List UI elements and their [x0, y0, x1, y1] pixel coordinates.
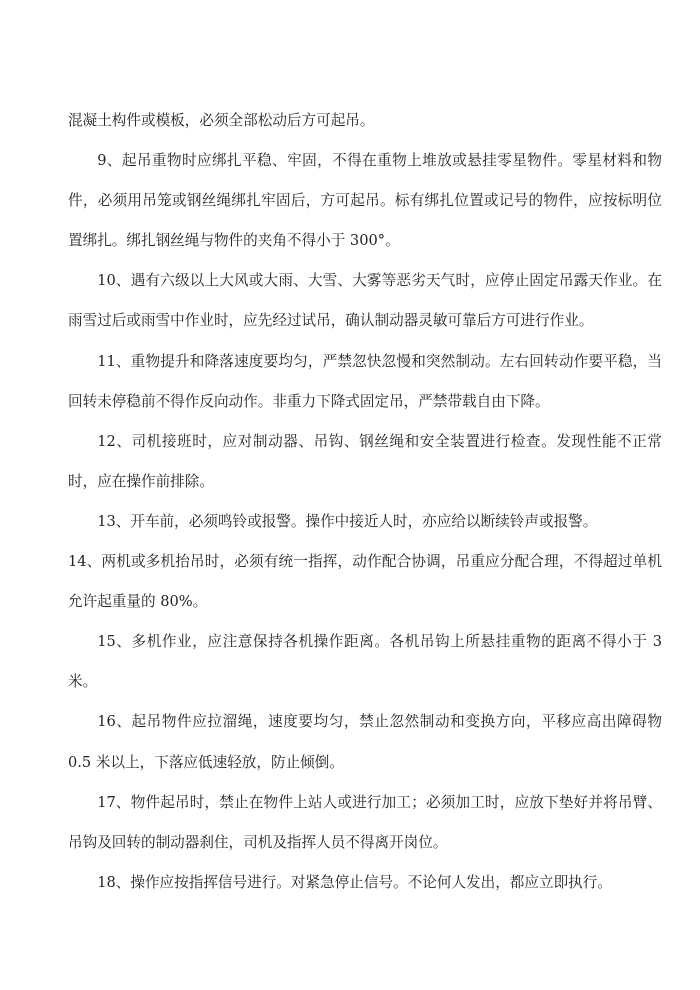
paragraph-13: 13、开车前，必须鸣铃或报警。操作中接近人时，亦应给以断续铃声或报警。 — [97, 512, 598, 530]
paragraph-15: 15、多机作业，应注意保持各机操作距离。各机吊钩上所悬挂重物的距离不得小于 3 米。 — [68, 633, 662, 691]
paragraph-14: 14、两机或多机抬吊时，必须有统一指挥，动作配合协调，吊重应分配合理，不得超过单机允许起重量的 80%。 — [68, 553, 662, 611]
paragraph-16: 16、起吊物件应拉溜绳，速度要均匀，禁止忽然制动和变换方向，平移应高出障碍物 0.5 米以上，下落应低速轻放，防止倾倒。 — [68, 713, 662, 771]
paragraph-17: 17、物件起吊时，禁止在物件上站人或进行加工；必须加工时，应放下垫好并将吊臂、吊钩及回转的制动器刹住，司机及指挥人员不得离开岗位。 — [68, 793, 662, 851]
paragraph-9: 9、起吊重物时应绑扎平稳、牢固，不得在重物上堆放或悬挂零星物件。零星材料和物件，必须用吊笼或钢丝绳绑扎牢固后，方可起吊。标有绑扎位置或记号的物件，应按标明位置绑扎。绑扎钢丝绳与物件的夹角不得小于 300°。 — [68, 152, 662, 250]
paragraph-18: 18、操作应按指挥信号进行。对紧急停止信号。不论何人发出，都应立即执行。 — [97, 873, 612, 891]
paragraph-11: 11、重物提升和降落速度要均匀，严禁忽快忽慢和突然制动。左右回转动作要平稳，当回转未停稳前不得作反向动作。非重力下降式固定吊，严禁带载自由下降。 — [68, 352, 662, 410]
paragraph-12: 12、司机接班时，应对制动器、吊钩、钢丝绳和安全装置进行检查。发现性能不正常时，应在操作前排除。 — [68, 432, 662, 490]
document-page — [68, 101, 662, 903]
paragraph-10: 10、遇有六级以上大风或大雨、大雪、大雾等恶劣天气时，应停止固定吊露天作业。在雨雪过后或雨雪中作业时，应先经过试吊，确认制动器灵敏可靠后方可进行作业。 — [68, 272, 662, 330]
paragraph-continuation: 混凝土构件或模板，必须全部松动后方可起吊。 — [68, 112, 375, 129]
